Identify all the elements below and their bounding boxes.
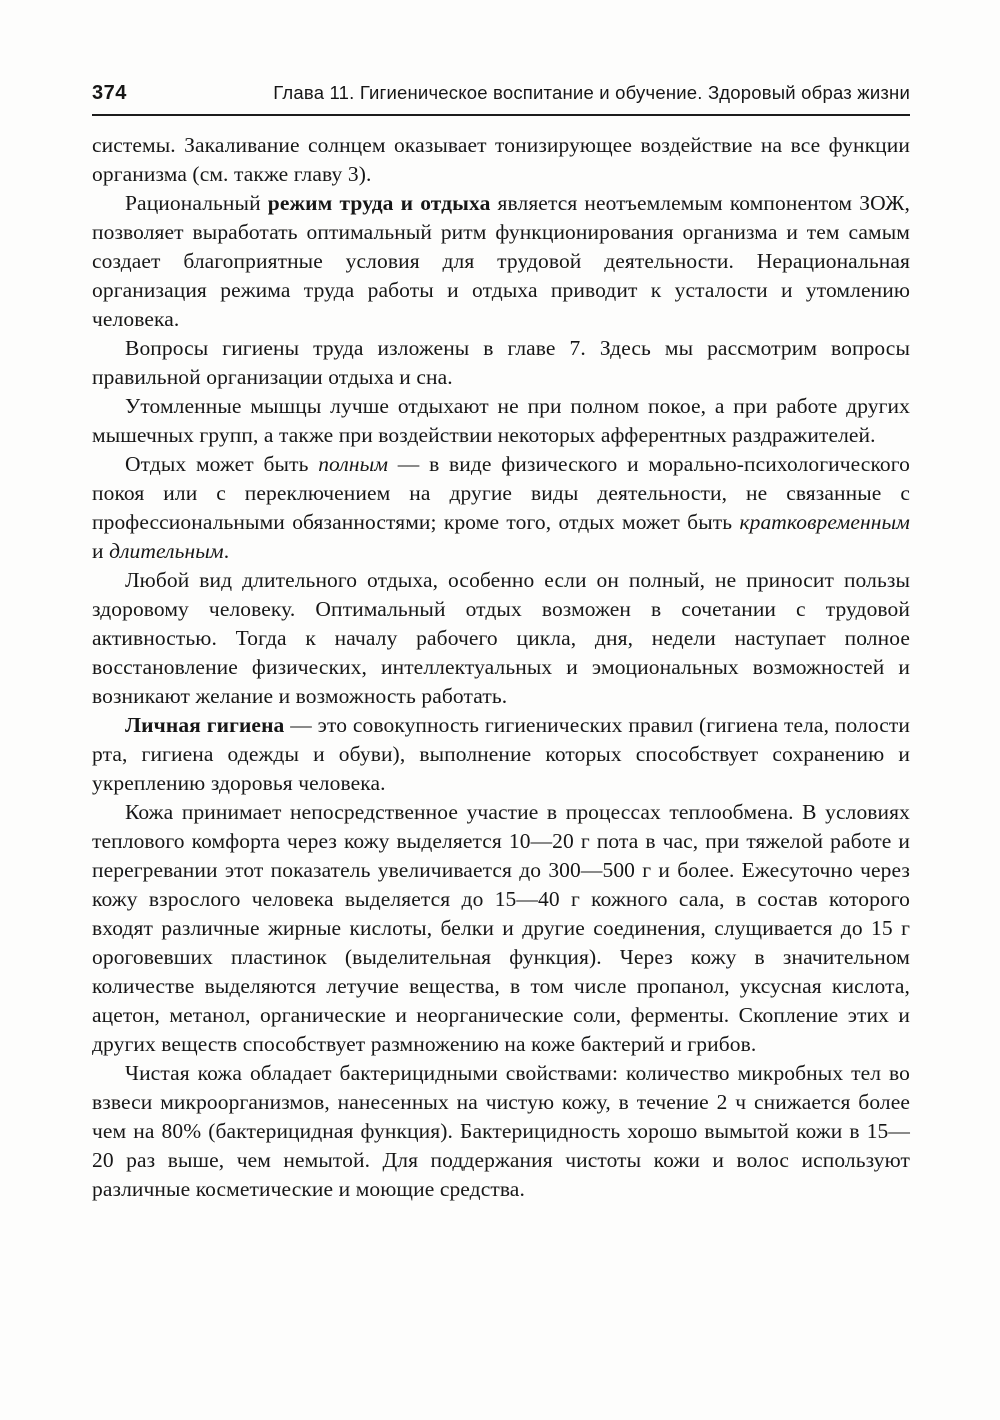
italic-text-run: кратковременным	[739, 510, 910, 534]
text-run: системы. Закаливание солнцем оказывает тонизирующее воздействие на все функции организма (см. также главу 3).	[92, 133, 910, 186]
page-number: 374	[92, 82, 127, 104]
text-run: Утомленные мышцы лучше отдыхают не при полном покое, а при работе других мышечных групп, а также при воздействии некоторых афферентных раздражителей.	[92, 394, 910, 447]
text-run: Вопросы гигиены труда изложены в главе 7. Здесь мы рассмотрим вопросы правильной организации отдыха и сна.	[92, 336, 910, 389]
text-run: является неотъемлемым компонентом ЗОЖ, позволяет выработать оптимальный ритм функционирования организма и тем самым создает благоприятные условия для трудовой деятельности. Нерациональная организация режима труда работы и отдыха приводит к усталости и утомлению человека.	[92, 191, 910, 331]
paragraph	[92, 711, 910, 798]
paragraph	[92, 566, 910, 711]
text-run: — это совокупность гигиенических правил (гигиена тела, полости рта, гигиена одежды и обуви), выполнение которых способствует сохранению и укреплению здоровья человека.	[92, 713, 911, 795]
paragraph	[92, 1059, 910, 1204]
page-header	[92, 82, 910, 116]
paragraph	[92, 334, 910, 392]
text-run: и	[92, 539, 110, 563]
bold-text-run: режим труда и отдыха	[267, 191, 491, 215]
text-run: Отдых может быть	[125, 452, 319, 476]
text-run: Чистая кожа обладает бактерицидными свойствами: количество микробных тел во взвеси микроорганизмов, нанесенных на чистую кожу, в течение 2 ч снижается более чем на 80% (бактерицидная функция). Бактерицидность хорошо вымытой кожи в 15—20 раз выше, чем немытой. Для поддержания чистоты кожи и волос используют различные косметические и моющие средства.	[92, 1061, 910, 1201]
text-run: .	[223, 539, 230, 563]
running-title: Глава 11. Гигиеническое воспитание и обучение. Здоровый образ жизни	[273, 82, 910, 103]
paragraph	[92, 450, 910, 566]
italic-text-run: длительным	[109, 539, 224, 563]
text-run: Рациональный	[125, 191, 268, 215]
text-run: Кожа принимает непосредственное участие в процессах теплообмена. В условиях теплового комфорта через кожу выделяется 10—20 г пота в час, при тяжелой работе и перегревании этот показатель увеличивается до 300—500 г и более. Ежесуточно через кожу взрослого человека выделяется до 15—40 г кожного сала, в состав которого входят различные жирные кислоты, белки и другие соединения, слущивается до 15 г ороговевших пластинок (выделительная функция). Через кожу в значительном количестве выделяются летучие вещества, в том числе пропанол, уксусная кислота, ацетон, метанол, органические и неорганические соли, ферменты. Скопление этих и других веществ способствует размножению на коже бактерий и грибов.	[92, 800, 910, 1056]
page-body	[92, 131, 910, 1204]
paragraph	[92, 392, 910, 450]
paragraph	[92, 189, 910, 334]
text-run: — в виде физического и морально-психологического покоя или с переключением на другие виды деятельности, не связанные с профессиональными обязанностями; кроме того, отдых может быть	[92, 452, 910, 534]
paragraph	[92, 798, 910, 1059]
bold-text-run: Личная гигиена	[125, 713, 285, 737]
italic-text-run: полным	[318, 452, 389, 476]
paragraph	[92, 131, 910, 189]
text-run: Любой вид длительного отдыха, особенно если он полный, не приносит пользы здоровому человеку. Оптимальный отдых возможен в сочетании с трудовой активностью. Тогда к началу рабочего цикла, дня, недели наступает полное восстановление физических, интеллектуальных и эмоциональных возможностей и возникают желание и возможность работать.	[92, 568, 910, 708]
